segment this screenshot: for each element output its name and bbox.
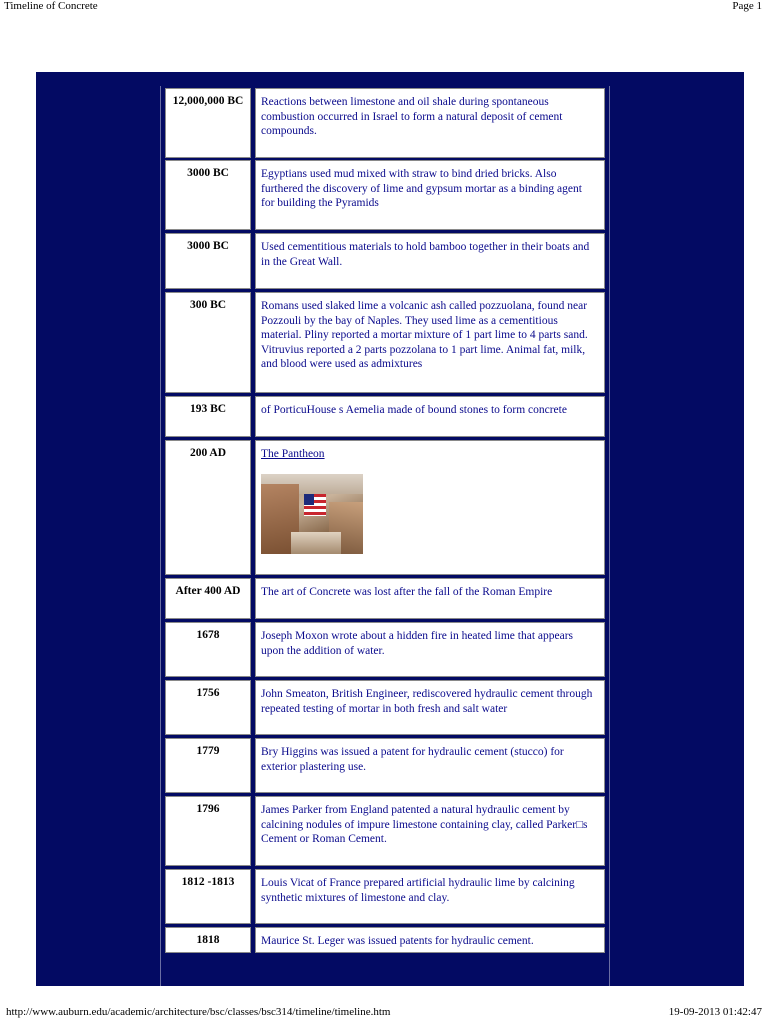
timeline-year: 200 AD — [165, 440, 251, 575]
timeline-text: Maurice St. Leger was issued patents for hydraulic cement. — [255, 927, 605, 953]
timeline-text: Romans used slaked lime a volcanic ash called pozzuolana, found near Pozzouli by the bay of Naples. They used lime as a cementitious material. Pliny reported a mortar mixture of 1 part lime to 4 parts sand. Vitruvius reported a 2 parts pozzolana to 1 part lime. Animal fat, milk, and blood were used as admixtures — [255, 292, 605, 393]
timeline-year: 1796 — [165, 796, 251, 866]
page-number: Page 1 — [732, 0, 762, 12]
timeline-row — [165, 622, 605, 677]
timeline-text: Bry Higgins was issued a patent for hydraulic cement (stucco) for exterior plastering use. — [255, 738, 605, 793]
timeline-row — [165, 927, 605, 953]
flag-icon — [304, 494, 326, 516]
timeline-text: The art of Concrete was lost after the fall of the Roman Empire — [255, 578, 605, 619]
timeline-year: 1812 -1813 — [165, 869, 251, 924]
timeline-table — [160, 86, 610, 986]
timeline-text: Used cementitious materials to hold bamboo together in their boats and in the Great Wall. — [255, 233, 605, 289]
timeline-row — [165, 680, 605, 735]
timeline-year: 193 BC — [165, 396, 251, 437]
timeline-year: After 400 AD — [165, 578, 251, 619]
timeline-year: 12,000,000 BC — [165, 88, 251, 158]
timeline-row — [165, 88, 605, 158]
header-title: Timeline of Concrete — [4, 0, 98, 12]
timeline-text: James Parker from England patented a natural hydraulic cement by calcining nodules of impure limestone containing clay, called Parker□s Cement or Roman Cement. — [255, 796, 605, 866]
timeline-text: Reactions between limestone and oil shale during spontaneous combustion occurred in Israel to form a natural deposit of cement compounds. — [255, 88, 605, 158]
timeline-row — [165, 233, 605, 289]
timeline-text: Egyptians used mud mixed with straw to bind dried bricks. Also furthered the discovery of lime and gypsum mortar as a binding agent for building the Pyramids — [255, 160, 605, 230]
timeline-row — [165, 796, 605, 866]
timeline-year: 1678 — [165, 622, 251, 677]
timeline-text: Louis Vicat of France prepared artificial hydraulic lime by calcining synthetic mixtures of limestone and clay. — [255, 869, 605, 924]
timeline-row — [165, 292, 605, 393]
timeline-row — [165, 440, 605, 575]
timeline-text: John Smeaton, British Engineer, rediscovered hydraulic cement through repeated testing of mortar in both fresh and salt water — [255, 680, 605, 735]
pantheon-photo — [261, 474, 363, 554]
timeline-year: 1779 — [165, 738, 251, 793]
timeline-year: 1756 — [165, 680, 251, 735]
pantheon-link[interactable]: The Pantheon — [261, 448, 325, 460]
timeline-row — [165, 160, 605, 230]
page-url: http://www.auburn.edu/academic/architecture/bsc/classes/bsc314/timeline/timeline.htm — [6, 1006, 391, 1018]
timeline-year: 3000 BC — [165, 160, 251, 230]
print-datetime: 19-09-2013 01:42:47 — [668, 1006, 762, 1018]
timeline-row — [165, 869, 605, 924]
timeline-row — [165, 396, 605, 437]
timeline-text: Joseph Moxon wrote about a hidden fire in heated lime that appears upon the addition of water. — [255, 622, 605, 677]
content-panel — [36, 72, 744, 986]
timeline-text: of PorticuHouse s Aemelia made of bound stones to form concrete — [255, 396, 605, 437]
timeline-year: 300 BC — [165, 292, 251, 393]
timeline-year: 1818 — [165, 927, 251, 953]
timeline-row — [165, 578, 605, 619]
timeline-year: 3000 BC — [165, 233, 251, 289]
timeline-row — [165, 738, 605, 793]
timeline-text — [255, 440, 605, 575]
